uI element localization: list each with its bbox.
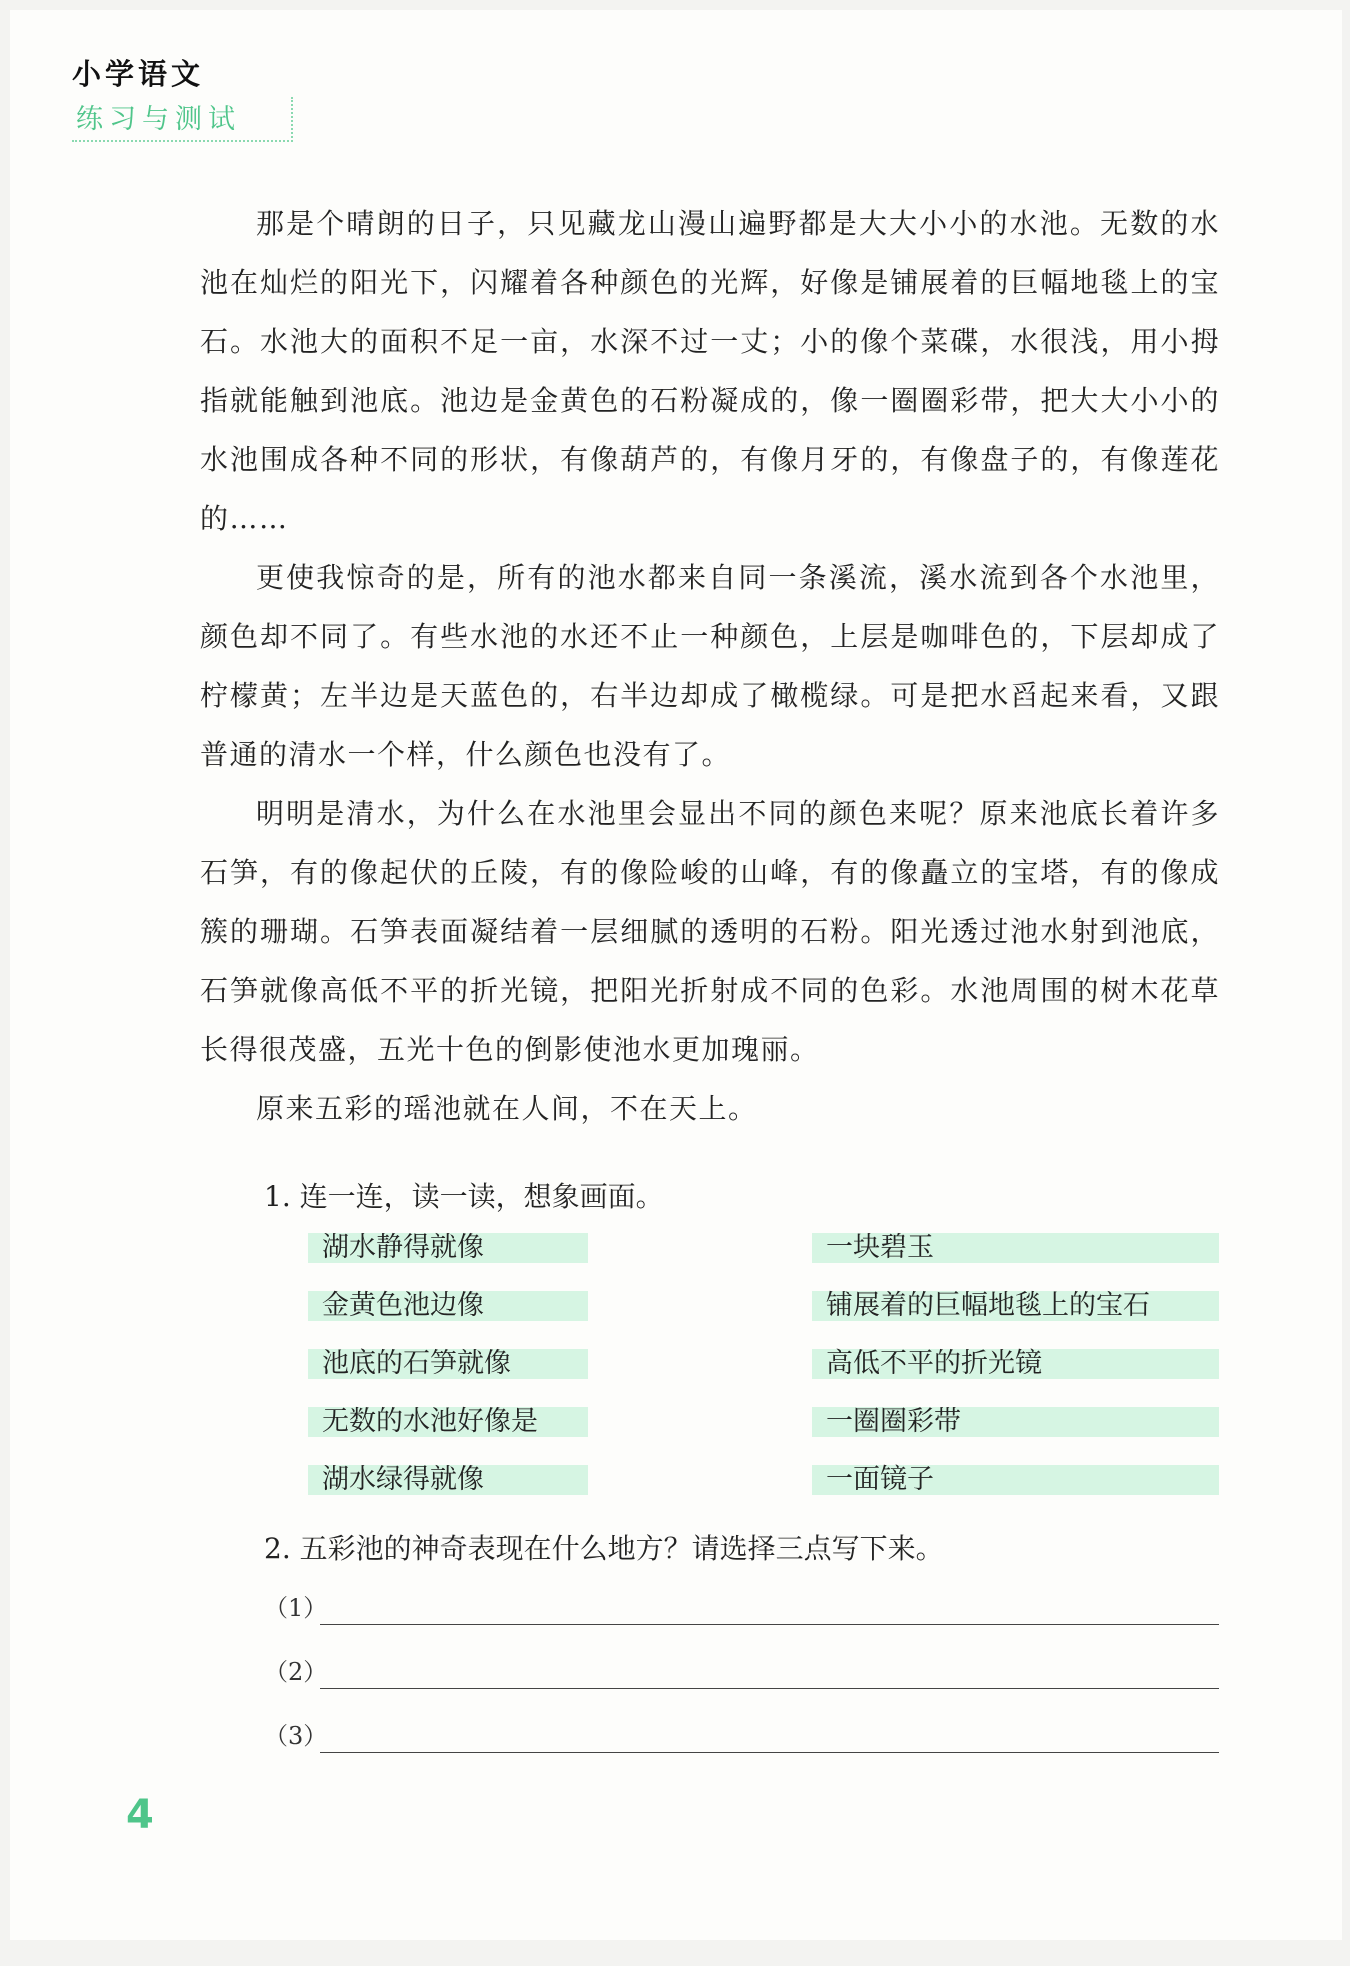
match-right-item[interactable]: 铺展着的巨幅地毯上的宝石 xyxy=(812,1291,1219,1321)
match-left-item[interactable]: 湖水绿得就像 xyxy=(308,1465,588,1495)
answer-line-2 xyxy=(264,1649,1219,1689)
match-row xyxy=(308,1291,1219,1321)
passage-paragraph-4: 原来五彩的瑶池就在人间，不在天上。 xyxy=(256,1092,758,1125)
match-row xyxy=(308,1349,1219,1379)
answer-blank[interactable] xyxy=(320,1658,1219,1689)
match-left-item[interactable]: 池底的石笋就像 xyxy=(308,1349,588,1379)
book-title: 小学语文 xyxy=(72,57,205,91)
match-row xyxy=(308,1465,1219,1495)
match-left-item[interactable]: 湖水静得就像 xyxy=(308,1233,588,1263)
match-row xyxy=(308,1233,1219,1263)
answer-label: （3） xyxy=(264,1722,328,1750)
match-left-item[interactable]: 金黄色池边像 xyxy=(308,1291,588,1321)
passage-paragraph-3: 明明是清水，为什么在水池里会显出不同的颜色来呢？原来池底长着许多石笋，有的像起伏的丘陵，有的像险峻的山峰，有的像矗立的宝塔，有的像成簇的珊瑚。石笋表面凝结着一层细腻的透明的石粉。阳光透过池水射到池底，石笋就像高低不平的折光镜，把阳光折射成不同的色彩。水池周围的树木花草长得很茂盛，五光十色的倒影使池水更加瑰丽。 xyxy=(200,797,1220,1066)
answer-blank[interactable] xyxy=(320,1722,1219,1753)
answer-blank[interactable] xyxy=(320,1594,1219,1625)
match-right-item[interactable]: 高低不平的折光镜 xyxy=(812,1349,1219,1379)
match-right-item[interactable]: 一面镜子 xyxy=(812,1465,1219,1495)
answer-label: （2） xyxy=(264,1658,328,1686)
answer-line-1 xyxy=(264,1585,1219,1625)
passage-paragraph-1: 那是个晴朗的日子，只见藏龙山漫山遍野都是大大小小的水池。无数的水池在灿烂的阳光下，闪耀着各种颜色的光辉，好像是铺展着的巨幅地毯上的宝石。水池大的面积不足一亩，水深不过一丈；小的像个菜碟，水很浅，用小拇指就能触到池底。池边是金黄色的石粉凝成的，像一圈圈彩带，把大大小小的水池围成各种不同的形状，有像葫芦的，有像月牙的，有像盘子的，有像莲花的…… xyxy=(200,207,1220,535)
workbook-page xyxy=(10,10,1342,1940)
book-subtitle: 练习与测试 xyxy=(72,97,293,142)
answer-label: （1） xyxy=(264,1594,328,1622)
match-right-item[interactable]: 一块碧玉 xyxy=(812,1233,1219,1263)
question-1-title: 1. 连一连，读一读，想象画面。 xyxy=(264,1180,664,1213)
match-left-item[interactable]: 无数的水池好像是 xyxy=(308,1407,588,1437)
passage-paragraph-2: 更使我惊奇的是，所有的池水都来自同一条溪流，溪水流到各个水池里，颜色却不同了。有些水池的水还不止一种颜色，上层是咖啡色的，下层却成了柠檬黄；左半边是天蓝色的，右半边却成了橄榄绿。可是把水舀起来看，又跟普通的清水一个样，什么颜色也没有了。 xyxy=(200,561,1220,771)
page-number: 4 xyxy=(126,1792,154,1838)
match-row xyxy=(308,1407,1219,1437)
question-2-title: 2. 五彩池的神奇表现在什么地方？请选择三点写下来。 xyxy=(264,1532,944,1565)
answer-line-3 xyxy=(264,1713,1219,1753)
match-right-item[interactable]: 一圈圈彩带 xyxy=(812,1407,1219,1437)
book-header xyxy=(72,52,293,142)
reading-passage xyxy=(200,194,1220,1138)
